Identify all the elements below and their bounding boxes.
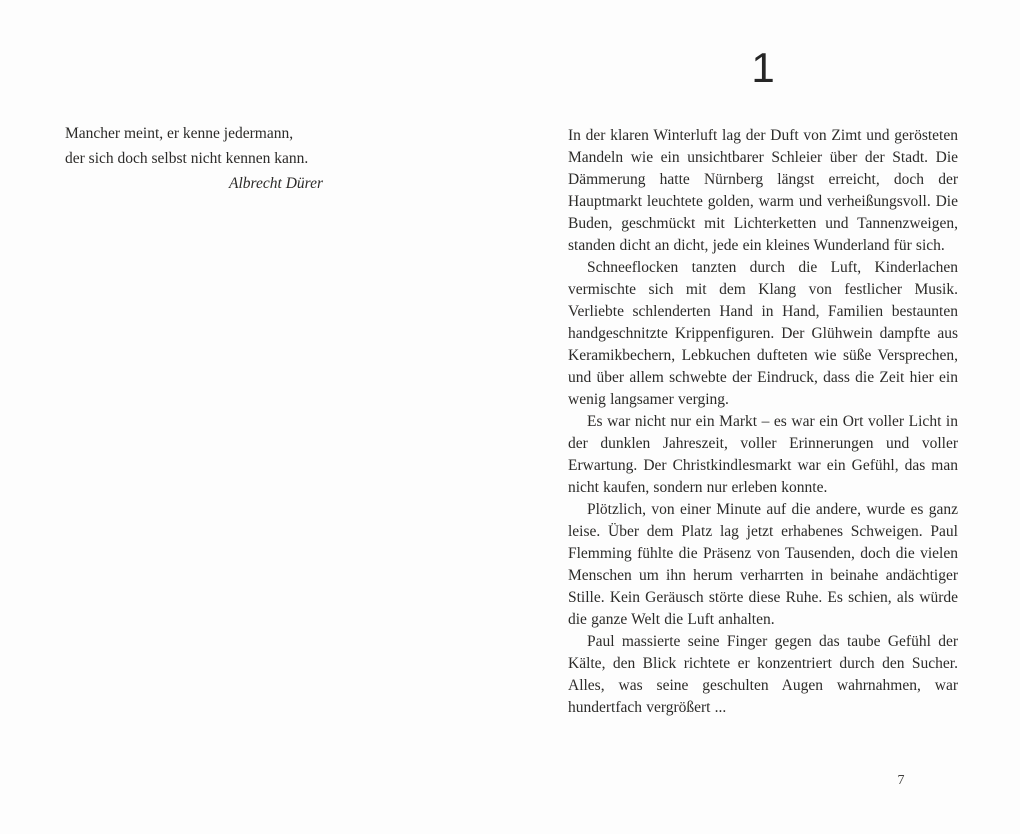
paragraph: Schneeflocken tanzten durch die Luft, Kinderlachen vermischte sich mit dem Klang von festlicher Musik. Verliebte schlenderten Hand in Hand, Familien bestaunten handgeschnitzte Krippenfiguren. Der Glühwein dampfte aus Keramikbechern, Lebkuchen dufteten wie süße Versprechen, und über allem schwebte der Eindruck, dass die Zeit hier ein wenig langsamer verging. — [568, 259, 958, 408]
epigraph-line-1: Mancher meint, er kenne jedermann, — [65, 125, 294, 142]
page-number: 7 — [897, 773, 905, 788]
epigraph-attribution: Albrecht Dürer — [229, 175, 323, 192]
epigraph-line-2: der sich doch selbst nicht kennen kann. — [65, 150, 309, 167]
paragraph: Es war nicht nur ein Markt – es war ein Ort voller Licht in der dunklen Jahreszeit, voller Erinnerungen und voller Erwartung. Der Christkindlesmarkt war ein Gefühl, das man nicht kaufen, sondern nur erleben konnte. — [568, 413, 958, 496]
chapter-number: 1 — [751, 44, 775, 91]
paragraph: In der klaren Winterluft lag der Duft von Zimt und gerösteten Mandeln wie ein unsichtbarer Schleier über der Stadt. Die Dämmerung hatte Nürnberg längst erreicht, doch der Hauptmarkt leuchtete golden, warm und verheißungsvoll. Die Buden, geschmückt mit Lichterketten und Tannenzweigen, standen dicht an dicht, jede ein kleines Wunderland für sich. — [568, 127, 958, 254]
chapter-body — [568, 125, 958, 719]
paragraph: Plötzlich, von einer Minute auf die andere, wurde es ganz leise. Über dem Platz lag jetzt erhabenes Schweigen. Paul Flemming fühlte die Präsenz von Tausenden, doch die vielen Menschen um ihn herum verharrten in beinahe andächtiger Stille. Kein Geräusch störte diese Ruhe. Es schien, als würde die ganze Welt die Luft anhalten. — [568, 501, 958, 628]
paragraph: Paul massierte seine Finger gegen das taube Gefühl der Kälte, den Blick richtete er konzentriert durch den Sucher. Alles, was seine geschulten Augen wahrnahmen, war hundertfach vergrößert ... — [568, 633, 958, 716]
epigraph — [65, 121, 323, 196]
